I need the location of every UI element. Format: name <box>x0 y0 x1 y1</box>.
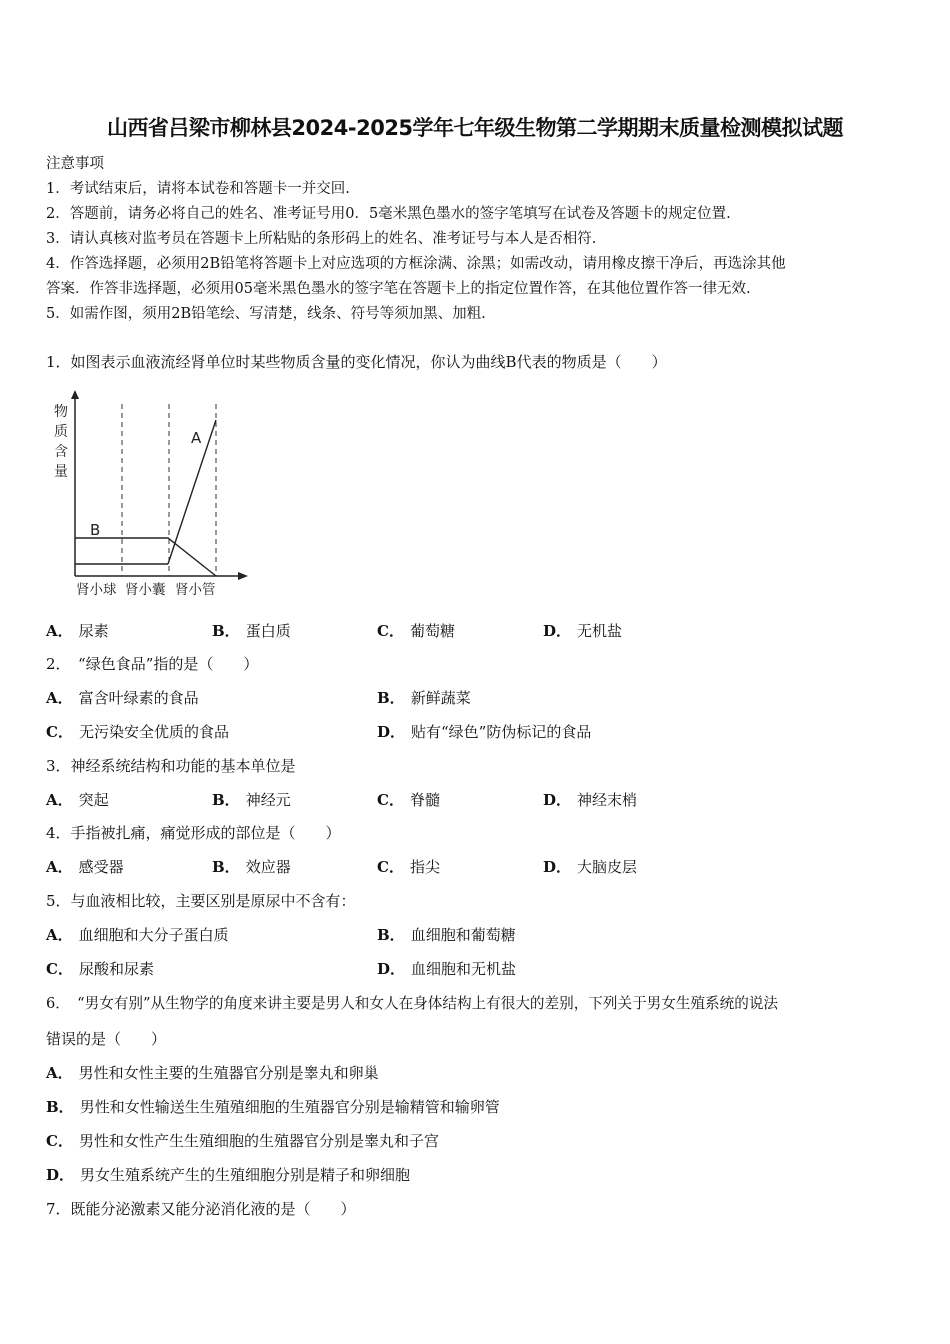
option-b: B． 新鲜蔬菜 <box>377 689 471 707</box>
option-a: A． 富含叶绿素的食品 <box>46 689 199 707</box>
question-1-stem: 1．如图表示血液流经肾单位时某些物质含量的变化情况，你认为曲线B代表的物质是（ ） <box>46 353 667 371</box>
question-5-stem: 5．与血液相比较，主要区别是原尿中不含有： <box>46 892 356 910</box>
option-d: D． 神经末梢 <box>543 791 638 809</box>
note-item: 答案．作答非选择题，必须用05毫米黑色墨水的签字笔在答题卡上的指定位置作答，在其他位置作答一律无效. <box>46 281 751 297</box>
option-c: C． 指尖 <box>377 858 440 876</box>
question-3-stem: 3．神经系统结构和功能的基本单位是 <box>46 757 296 775</box>
option-b: B． 男性和女性输送生生殖殖细胞的生殖器官分别是输精管和输卵管 <box>46 1098 500 1116</box>
option-b: B． 蛋白质 <box>212 622 291 640</box>
option-b: B． 效应器 <box>212 858 291 876</box>
option-b: B． 神经元 <box>212 791 291 809</box>
option-a: A． 突起 <box>46 791 109 809</box>
figure-x-arrow <box>238 572 248 580</box>
curve-a-label: A <box>191 429 202 447</box>
segment-label: 肾小球 <box>76 582 117 598</box>
question-2-stem: 2． “绿色食品”指的是（ ） <box>46 655 259 673</box>
question-4-stem: 4．手指被扎痛，痛觉形成的部位是（ ） <box>46 824 341 842</box>
option-d: D． 血细胞和无机盐 <box>377 960 517 978</box>
option-c: C． 无污染安全优质的食品 <box>46 723 229 741</box>
notes-heading: 注意事项 <box>46 156 104 172</box>
note-item: 4．作答选择题，必须用2B铅笔将答题卡上对应选项的方框涂满、涂黑；如需改动，请用橡皮擦干净后，再选涂其他 <box>46 256 786 272</box>
segment-label: 肾小管 <box>175 582 216 598</box>
note-item: 5．如需作图，须用2B铅笔绘、写清楚，线条、符号等须加黑、加粗. <box>46 306 486 322</box>
curve-b-label: B <box>90 521 101 539</box>
option-d: D． 大脑皮层 <box>543 858 638 876</box>
option-c: C． 男性和女性产生生殖细胞的生殖器官分别是睾丸和子宫 <box>46 1132 439 1150</box>
curve-b-line <box>75 538 216 576</box>
note-item: 1．考试结束后，请将本试卷和答题卡一并交回. <box>46 181 350 197</box>
question-6-stem: 6． “男女有别”从生物学的角度来讲主要是男人和女人在身体结构上有很大的差别，下列关于男女生殖系统的说法 <box>46 995 779 1012</box>
figure-y-arrow <box>71 390 79 399</box>
figure-ylabel-char: 量 <box>54 464 68 480</box>
option-a: A． 男性和女性主要的生殖器官分别是睾丸和卵巢 <box>46 1064 379 1082</box>
option-c: C． 脊髓 <box>377 791 440 809</box>
figure-ylabel-char: 含 <box>54 444 68 460</box>
option-b: B． 血细胞和葡萄糖 <box>377 926 516 944</box>
option-d: D． 无机盐 <box>543 622 623 640</box>
question-7-stem: 7．既能分泌激素又能分泌消化液的是（ ） <box>46 1200 356 1218</box>
option-a: A． 感受器 <box>46 858 124 876</box>
note-item: 3．请认真核对监考员在答题卡上所粘贴的条形码上的姓名、准考证号与本人是否相符. <box>46 231 597 247</box>
option-d: D． 贴有“绿色”防伪标记的食品 <box>377 723 592 741</box>
option-a: A． 尿素 <box>46 622 109 640</box>
page-title: 山西省吕梁市柳林县2024-2025学年七年级生物第二学期期末质量检测模拟试题 <box>106 116 844 140</box>
figure-ylabel-char: 物 <box>54 404 68 420</box>
option-c: C． 尿酸和尿素 <box>46 960 154 978</box>
question-6-stem-cont: 错误的是（ ） <box>46 1030 167 1048</box>
option-a: A． 血细胞和大分子蛋白质 <box>46 926 229 944</box>
option-d: D． 男女生殖系统产生的生殖细胞分别是精子和卵细胞 <box>46 1166 411 1184</box>
note-item: 2．答题前，请务必将自己的姓名、准考证号用0．5毫米黑色墨水的签字笔填写在试卷及答题卡的规定位置. <box>46 206 731 222</box>
kidney-substance-figure <box>48 390 258 605</box>
option-c: C． 葡萄糖 <box>377 622 455 640</box>
segment-label: 肾小囊 <box>125 582 166 598</box>
figure-ylabel-char: 质 <box>54 424 68 440</box>
